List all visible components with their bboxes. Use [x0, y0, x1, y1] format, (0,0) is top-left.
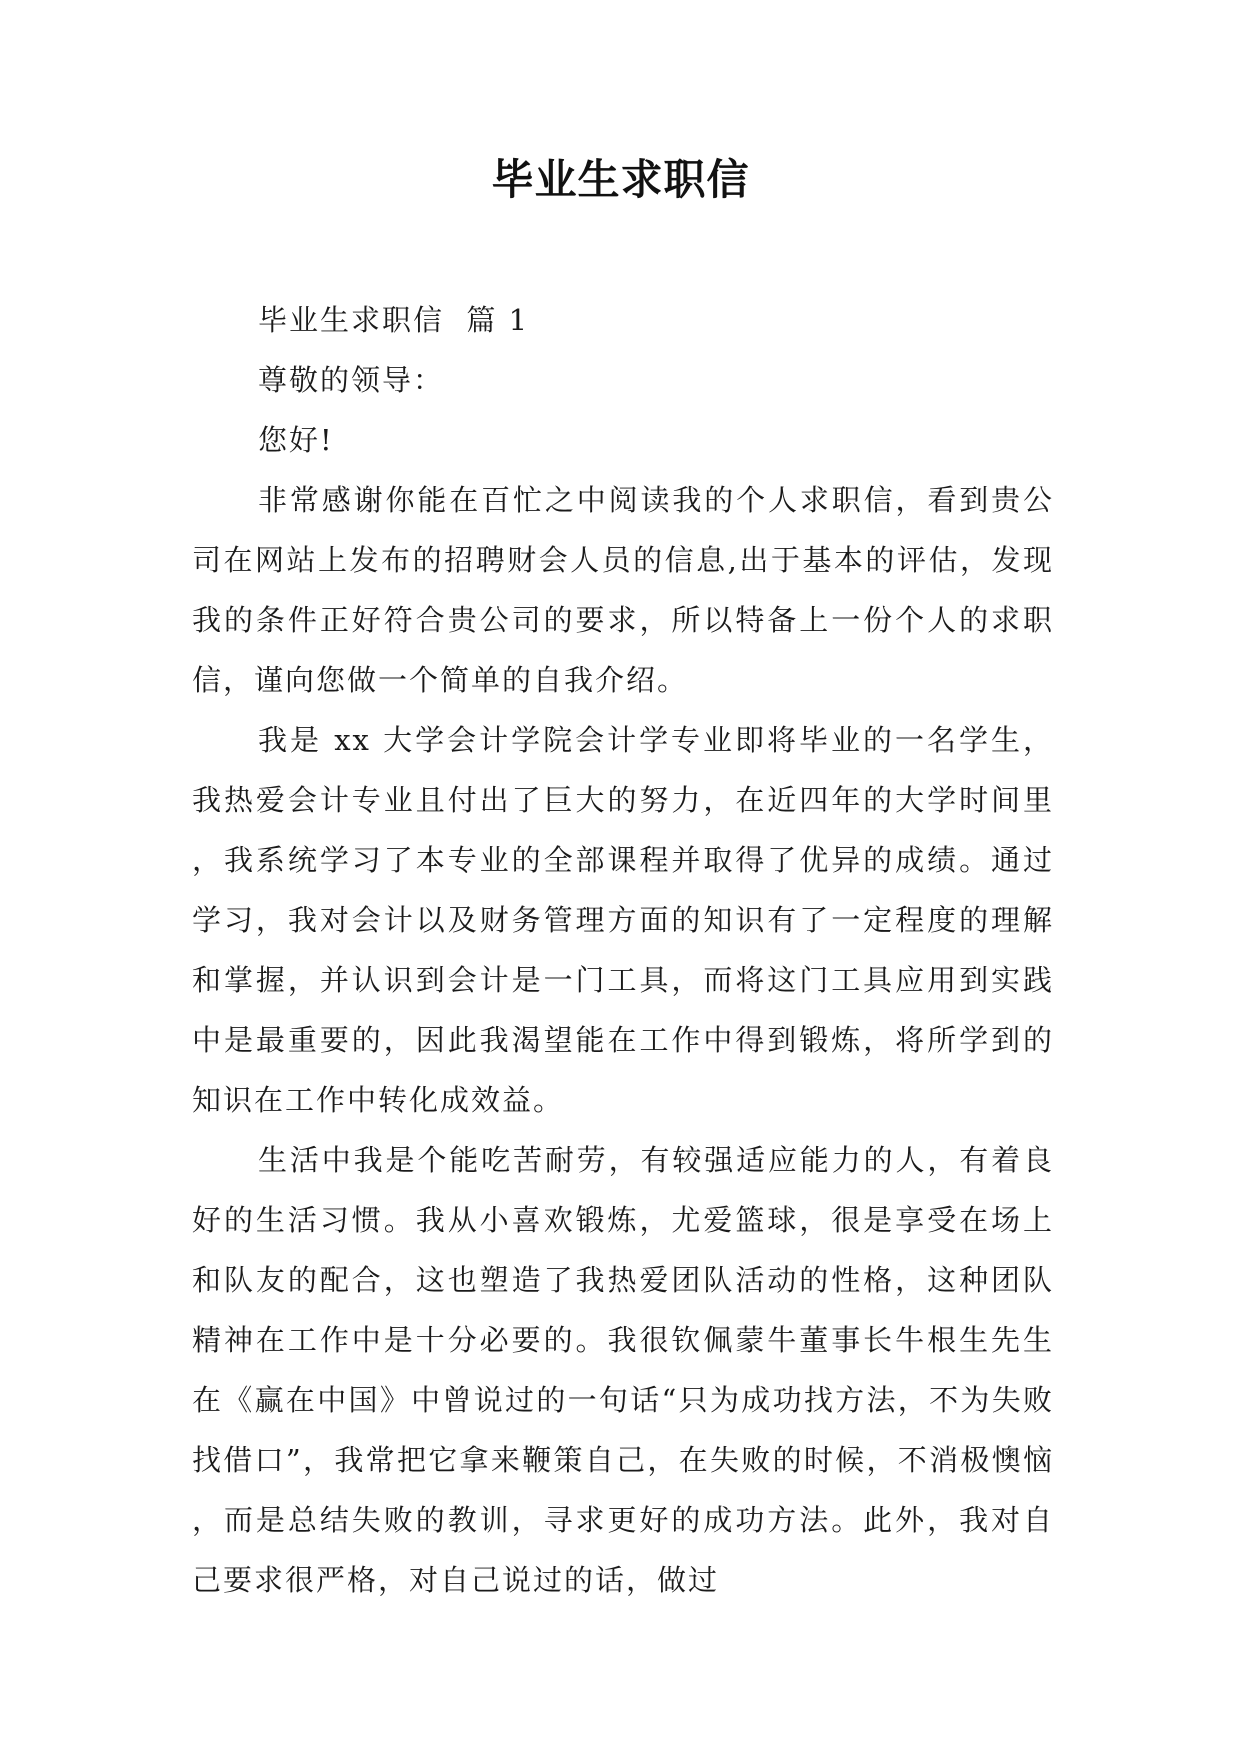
- article-heading: 毕业生求职信 篇 1: [258, 303, 530, 337]
- paragraph-education: 我是 xx 大学会计学院会计学专业即将毕业的一名学生，我热爱会计专业且付出了巨大的努力，在近四年的大学时间里，我系统学习了本专业的全部课程并取得了优异的成绩。通过学习，我对会计以及财务管理方面的知识有了一定程度的理解和掌握，并认识到会计是一门工具，而将这门工具应用到实践中是最重要的，因此我渴望能在工作中得到锻炼，将所学到的知识在工作中转化成效益。: [192, 723, 1054, 1117]
- document-title: 毕业生求职信: [491, 155, 750, 204]
- paragraph-personality: 生活中我是个能吃苦耐劳，有较强适应能力的人，有着良好的生活习惯。我从小喜欢锻炼，尤爱篮球，很是享受在场上和队友的配合，这也塑造了我热爱团队活动的性格，这种团队精神在工作中是十分必要的。我很钦佩蒙牛董事长牛根生先生在《赢在中国》中曾说过的一句话“只为成功找方法，不为失败找借口”，我常把它拿来鞭策自己，在失败的时候，不消极懊恼，而是总结失败的教训，寻求更好的成功方法。此外，我对自己要求很严格，对自己说过的话，做过: [192, 1143, 1054, 1597]
- document-body: [192, 290, 1054, 1610]
- salutation: 尊敬的领导：: [258, 363, 445, 397]
- paragraph-intro: 非常感谢你能在百忙之中阅读我的个人求职信，看到贵公司在网站上发布的招聘财会人员的信息,出于基本的评估，发现我的条件正好符合贵公司的要求，所以特备上一份个人的求职信，谨向您做一个简单的自我介绍。: [192, 483, 1054, 697]
- greeting: 您好!: [258, 423, 334, 457]
